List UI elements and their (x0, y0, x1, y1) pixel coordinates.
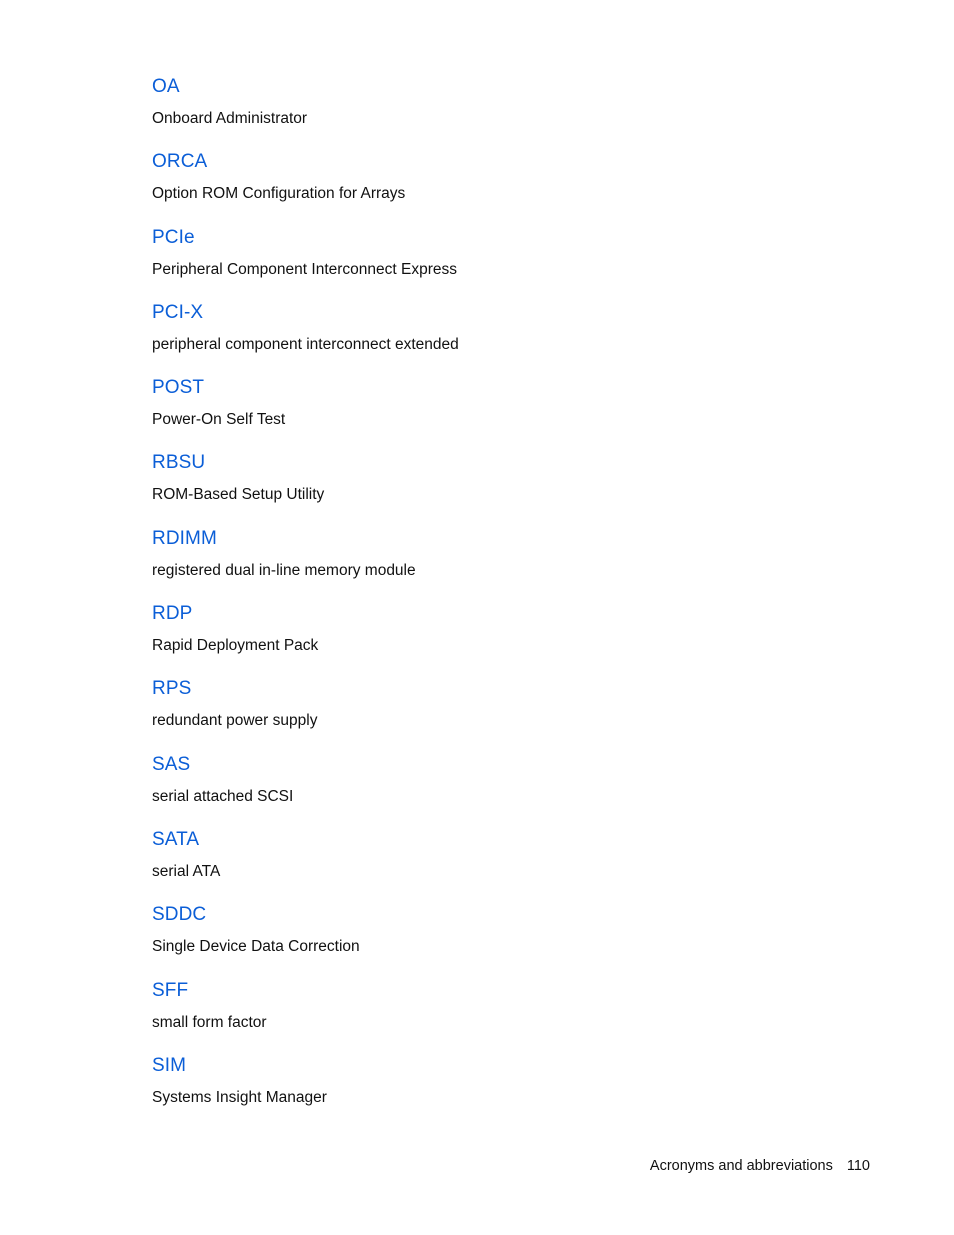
glossary-entry-pci-x (152, 299, 852, 374)
term-link[interactable]: SAS (152, 753, 191, 775)
term-link[interactable]: PCI-X (152, 301, 204, 323)
term-definition: small form factor (152, 1013, 267, 1031)
term-definition: serial attached SCSI (152, 787, 294, 805)
term-link[interactable]: OA (152, 76, 180, 97)
glossary-entry-post (152, 374, 852, 449)
term-link[interactable]: SDDC (152, 904, 207, 926)
glossary-entry-sata (152, 826, 852, 901)
term-definition: Peripheral Component Interconnect Express (152, 260, 457, 278)
term-definition: Onboard Administrator (152, 110, 308, 127)
glossary-entry-sddc (152, 901, 852, 976)
footer-section-title: Acronyms and abbreviations (649, 1158, 833, 1174)
term-definition: Option ROM Configuration for Arrays (152, 185, 406, 203)
term-link[interactable]: SATA (152, 828, 200, 850)
page-number: 110 (846, 1158, 870, 1174)
term-definition: peripheral component interconnect extended (152, 335, 459, 353)
glossary-entry-oa (152, 73, 852, 148)
term-link[interactable]: RDIMM (152, 527, 217, 549)
glossary-entry-rdimm (152, 525, 852, 600)
glossary-entry-rps (152, 675, 852, 750)
term-link[interactable]: RDP (152, 603, 193, 625)
term-definition: ROM-Based Setup Utility (152, 486, 325, 504)
glossary-entry-orca (152, 148, 852, 223)
term-link[interactable]: PCIe (152, 226, 195, 248)
term-definition: Power-On Self Test (152, 411, 286, 429)
glossary-entry-rbsu (152, 449, 852, 524)
term-link[interactable]: SIM (152, 1054, 187, 1076)
term-definition: Systems Insight Manager (152, 1088, 327, 1106)
term-definition: Rapid Deployment Pack (152, 637, 319, 655)
term-definition: redundant power supply (152, 712, 318, 730)
glossary-entry-sas (152, 751, 852, 826)
term-definition: serial ATA (152, 862, 221, 880)
term-definition: registered dual in-line memory module (152, 561, 416, 579)
term-link[interactable]: SFF (152, 979, 189, 1001)
glossary-entry-sim (152, 1052, 852, 1127)
glossary-list (152, 73, 852, 1127)
glossary-entry-sff (152, 977, 852, 1052)
glossary-entry-pcie (152, 224, 852, 299)
term-link[interactable]: ORCA (152, 151, 208, 173)
page-footer (650, 1158, 870, 1174)
term-link[interactable]: RPS (152, 678, 192, 700)
term-definition: Single Device Data Correction (152, 938, 360, 956)
term-link[interactable]: RBSU (152, 452, 206, 474)
term-link[interactable]: POST (152, 377, 205, 399)
glossary-entry-rdp (152, 600, 852, 675)
